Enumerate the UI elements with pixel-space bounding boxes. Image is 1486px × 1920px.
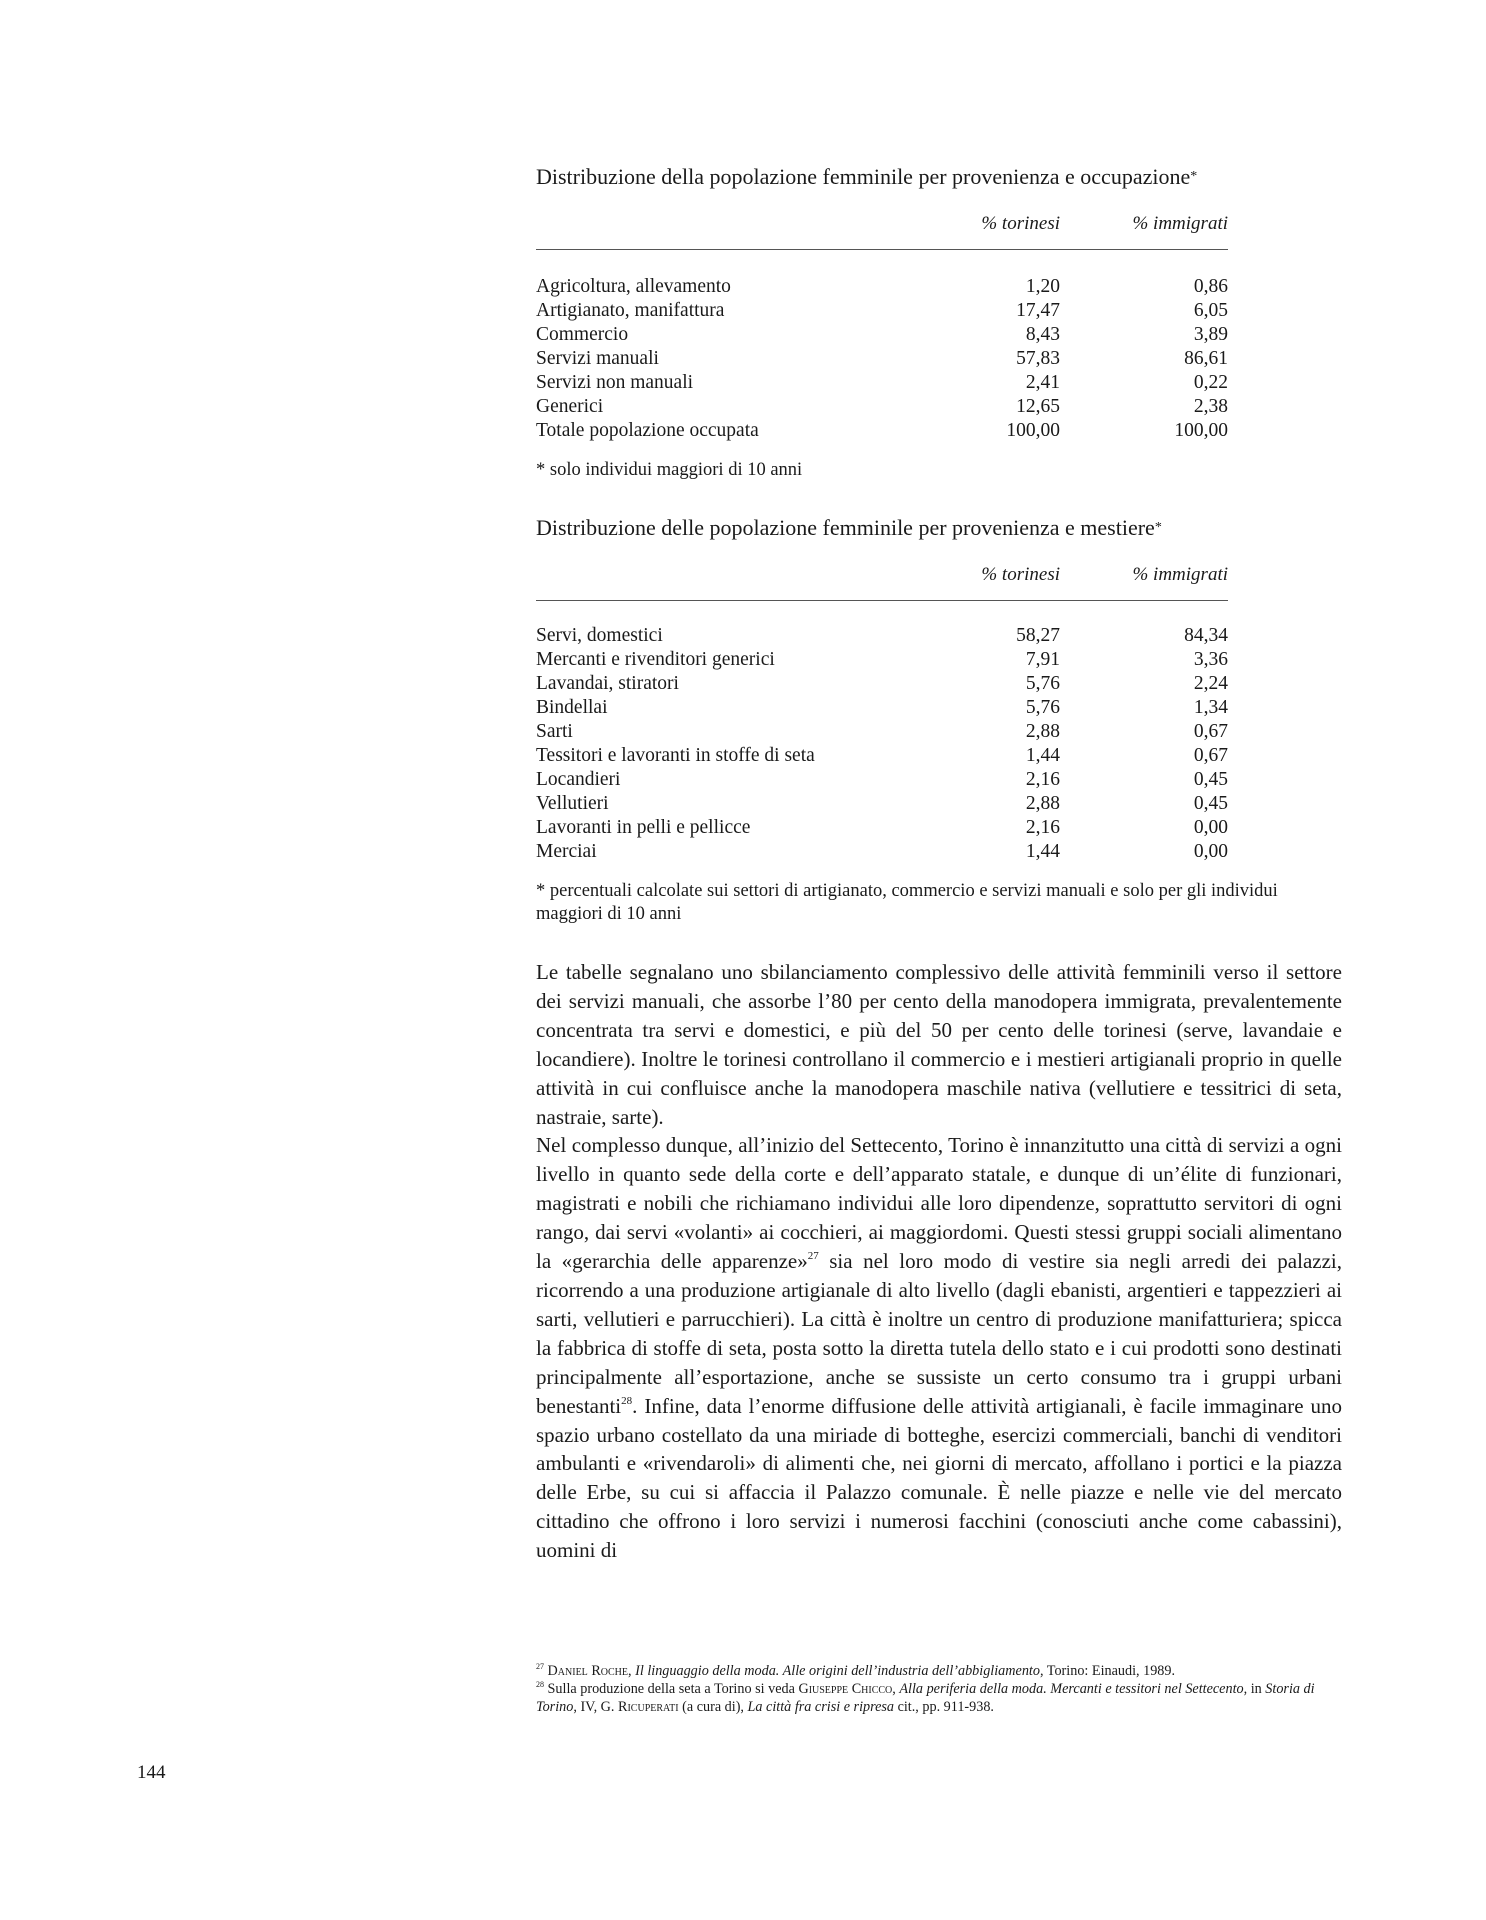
table2-title: Distribuzione delle popolazione femminile per provenienza e mestiere* [536,515,1162,540]
table2-col-immigrati: % immigrati [1132,564,1228,585]
value-immigrati: 0,86 [1193,276,1228,297]
row-label: Commercio [536,324,629,345]
row-label: Agricoltura, allevamento [536,276,731,297]
value-torinesi: 12,65 [1016,396,1060,417]
table2-body [536,624,1228,864]
table-row [536,347,1228,371]
row-label: Servizi non manuali [536,372,694,393]
table1-body [536,275,1228,443]
footnote-27: $^{27}$ Daniel Roche, Il linguaggio della moda. Alle origini dell’industria dell’abbigliamento, Torino: Einaudi, 1989. [536,1662,1176,1679]
row-label: Tessitori e lavoranti in stoffe di seta [536,745,815,766]
table1-col-torinesi: % torinesi [981,213,1060,234]
table-row [536,299,1228,323]
table2-header-rule [536,600,1228,601]
value-torinesi: 1,44 [1025,745,1060,766]
value-torinesi: 2,88 [1025,721,1060,742]
body-paragraph-2: Nel complesso dunque, all’inizio del Settecento, Torino è innanzitutto una città di servizi a ogni livello in quanto sede della corte e dell’apparato statale, e dunque di un’élite di funzionari, magistrati e nobili che richiamano individui alle loro dipendenze, soprattutto servitori di ogni rango, dai servi «volanti» ai cocchieri, ai maggiordomi. Questi stessi gruppi sociali alimentano la «gerarchia delle apparenze»$^{27}$ sia nel loro modo di vestire sia negli arredi dei palazzi, ricorrendo a una produzione artigianale di alto livello (dagli ebanisti, argentieri e tappezzieri ai sarti, vellutieri e parrucchieri). La città è inoltre un centro di produzione manifatturiera; spicca la fabbrica di stoffe di seta, posta sotto la diretta tutela dello stato e i cui prodotti sono destinati principalmente all’esportazione, anche se sussiste un certo consumo tra i gruppi urbani benestanti$^{28}$. Infine, data l’enorme diffusione delle attività artigianali, è facile immaginare uno spazio urbano costellato da una miriade di botteghe, esercizi commerciali, banchi di venditori ambulanti e «rivendaroli» di alimenti che, nei giorni di mercato, affollano i portici e la piazza delle Erbe, su cui si affaccia il Palazzo comunale. È nelle piazze e nelle vie del mercato cittadino che offrono i loro servizi i numerosi facchini (conosciuti anche come cabassini), uomini di [536,1133,1342,1563]
value-torinesi: 17,47 [1016,300,1060,321]
table1-title-marker: * [1190,169,1198,184]
value-torinesi: 5,76 [1025,697,1060,718]
table-row [536,371,1228,395]
value-immigrati: 2,38 [1193,396,1228,417]
value-immigrati: 86,61 [1184,348,1228,369]
value-torinesi: 8,43 [1025,324,1060,345]
table-row [536,816,1228,840]
footnotes [536,1662,1342,1717]
row-label: Lavoranti in pelli e pellicce [536,817,751,838]
value-torinesi: 57,83 [1016,348,1060,369]
value-torinesi: 2,16 [1025,769,1060,790]
footnote-28: $^{28}$ Sulla produzione della seta a Torino si veda Giuseppe Chicco, Alla periferia della moda. Mercanti e tessitori nel Settecento, in Storia di Torino, IV, G. Ricuperati (a cura di), La città fra crisi e ripresa cit., pp. 911-938. [536,1680,1315,1716]
table-row [536,419,1228,443]
table-row [536,624,1228,648]
footnote-ref-27[interactable]: 27 [807,1250,819,1263]
table-row [536,720,1228,744]
table-row [536,744,1228,768]
value-torinesi: 58,27 [1016,625,1060,646]
value-immigrati: 0,00 [1193,841,1228,862]
row-label: Servizi manuali [536,348,659,369]
value-immigrati: 1,34 [1193,697,1228,718]
value-torinesi: 5,76 [1025,673,1060,694]
table-row [536,648,1228,672]
table1-note: * solo individui maggiori di 10 anni [536,460,803,480]
value-immigrati: 84,34 [1184,625,1228,646]
table1-header-rule [536,249,1228,250]
row-label: Artigianato, manifattura [536,300,725,321]
value-torinesi: 100,00 [1006,420,1060,441]
row-label: Merciai [536,841,597,862]
value-immigrati: 0,67 [1193,721,1228,742]
row-label: Lavandai, stiratori [536,673,679,694]
footnote-ref-28[interactable]: 28 [621,1394,633,1407]
table-row [536,275,1228,299]
table-row [536,395,1228,419]
table-row [536,792,1228,816]
table-row [536,672,1228,696]
table1-title: Distribuzione della popolazione femminile per provenienza e occupazione* [536,164,1198,189]
value-torinesi: 1,44 [1025,841,1060,862]
table-row [536,768,1228,792]
table-row [536,323,1228,347]
value-immigrati: 2,24 [1193,673,1228,694]
row-label: Mercanti e rivenditori generici [536,649,775,670]
value-immigrati: 0,22 [1193,372,1228,393]
table-row [536,696,1228,720]
row-label: Totale popolazione occupata [536,420,759,441]
table2-col-torinesi: % torinesi [981,564,1060,585]
value-immigrati: 3,89 [1193,324,1228,345]
row-label: Sarti [536,721,573,742]
value-immigrati: 100,00 [1174,420,1228,441]
value-torinesi: 7,91 [1025,649,1060,670]
value-immigrati: 0,45 [1193,769,1228,790]
value-torinesi: 2,41 [1025,372,1060,393]
table2-note: * percentuali calcolate sui settori di artigianato, commercio e servizi manuali e solo per gli individui maggiori di 10 anni [536,881,1278,924]
row-label: Bindellai [536,697,608,718]
value-torinesi: 1,20 [1025,276,1060,297]
body-text [536,958,1342,1565]
body-paragraph-1: Le tabelle segnalano uno sbilanciamento complessivo delle attività femminili verso il settore dei servizi manuali, che assorbe l’80 per cento della manodopera immigrata, prevalentemente concentrata tra servi e domestici, e più del 50 per cento delle torinesi (serve, lavandaie e locandiere). Inoltre le torinesi controllano il commercio e i mestieri artigianali proprio in quelle attività in cui confluisce anche la manodopera maschile nativa (vellutiere e tessitrici di seta, nastraie, sarte). [536,960,1342,1129]
value-immigrati: 0,00 [1193,817,1228,838]
table1-col-immigrati: % immigrati [1132,213,1228,234]
value-immigrati: 0,67 [1193,745,1228,766]
row-label: Locandieri [536,769,621,790]
value-torinesi: 2,16 [1025,817,1060,838]
table2-title-marker: * [1154,520,1162,535]
page-number: 144 [137,1762,166,1783]
table-row [536,840,1228,864]
value-immigrati: 6,05 [1193,300,1228,321]
row-label: Servi, domestici [536,625,663,646]
value-immigrati: 0,45 [1193,793,1228,814]
row-label: Generici [536,396,604,417]
value-torinesi: 2,88 [1025,793,1060,814]
row-label: Vellutieri [536,793,609,814]
value-immigrati: 3,36 [1193,649,1228,670]
